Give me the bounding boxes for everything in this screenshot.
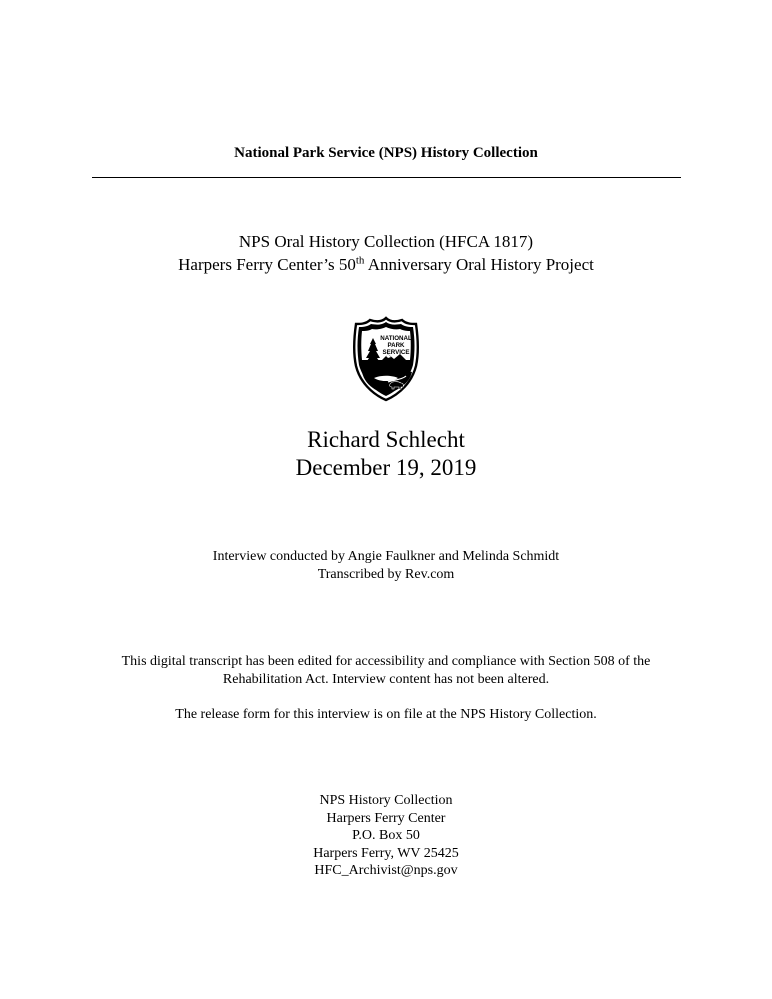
nps-arrowhead-icon	[352, 316, 420, 402]
project-name	[0, 253, 772, 276]
notice-line-2: Rehabilitation Act. Interview content has not been altered.	[222, 672, 550, 687]
interviewer-credit: Interview conducted by Angie Faulkner and Melinda Schmidt	[212, 549, 560, 564]
accessibility-notice	[80, 653, 692, 689]
notice-line-1: This digital transcript has been edited for accessibility and compliance with Section 508 of the	[121, 654, 651, 669]
address-line-3: P.O. Box 50	[352, 828, 420, 843]
address-line-2: Harpers Ferry Center	[326, 810, 446, 826]
collection-info	[0, 230, 772, 276]
release-form-notice: The release form for this interview is on file at the NPS History Collection.	[175, 707, 597, 722]
collection-header-title: National Park Service (NPS) History Collection	[234, 145, 538, 161]
address-line-4: Harpers Ferry, WV 25425	[313, 845, 459, 861]
logo-text-service: SERVICE	[382, 349, 410, 356]
interviewee-name: Richard Schlecht	[307, 427, 465, 452]
collection-name: NPS Oral History Collection (HFCA 1817)	[238, 232, 534, 251]
logo-text-park: PARK	[387, 342, 405, 349]
mailing-address	[0, 792, 772, 880]
project-name-part2: Anniversary Oral History Project	[364, 255, 594, 274]
header-divider	[92, 177, 681, 178]
credits-block	[0, 548, 772, 584]
contact-email: HFC_Archivist@nps.gov	[314, 863, 458, 878]
logo-text-national: NATIONAL	[380, 335, 412, 342]
interviewee-block	[0, 426, 772, 482]
interview-date: December 19, 2019	[295, 455, 477, 480]
ordinal-suffix: th	[355, 254, 365, 267]
address-line-1: NPS History Collection	[319, 793, 453, 808]
project-name-part1: Harpers Ferry Center’s 50	[178, 255, 356, 274]
transcription-credit: Transcribed by Rev.com	[317, 567, 455, 582]
